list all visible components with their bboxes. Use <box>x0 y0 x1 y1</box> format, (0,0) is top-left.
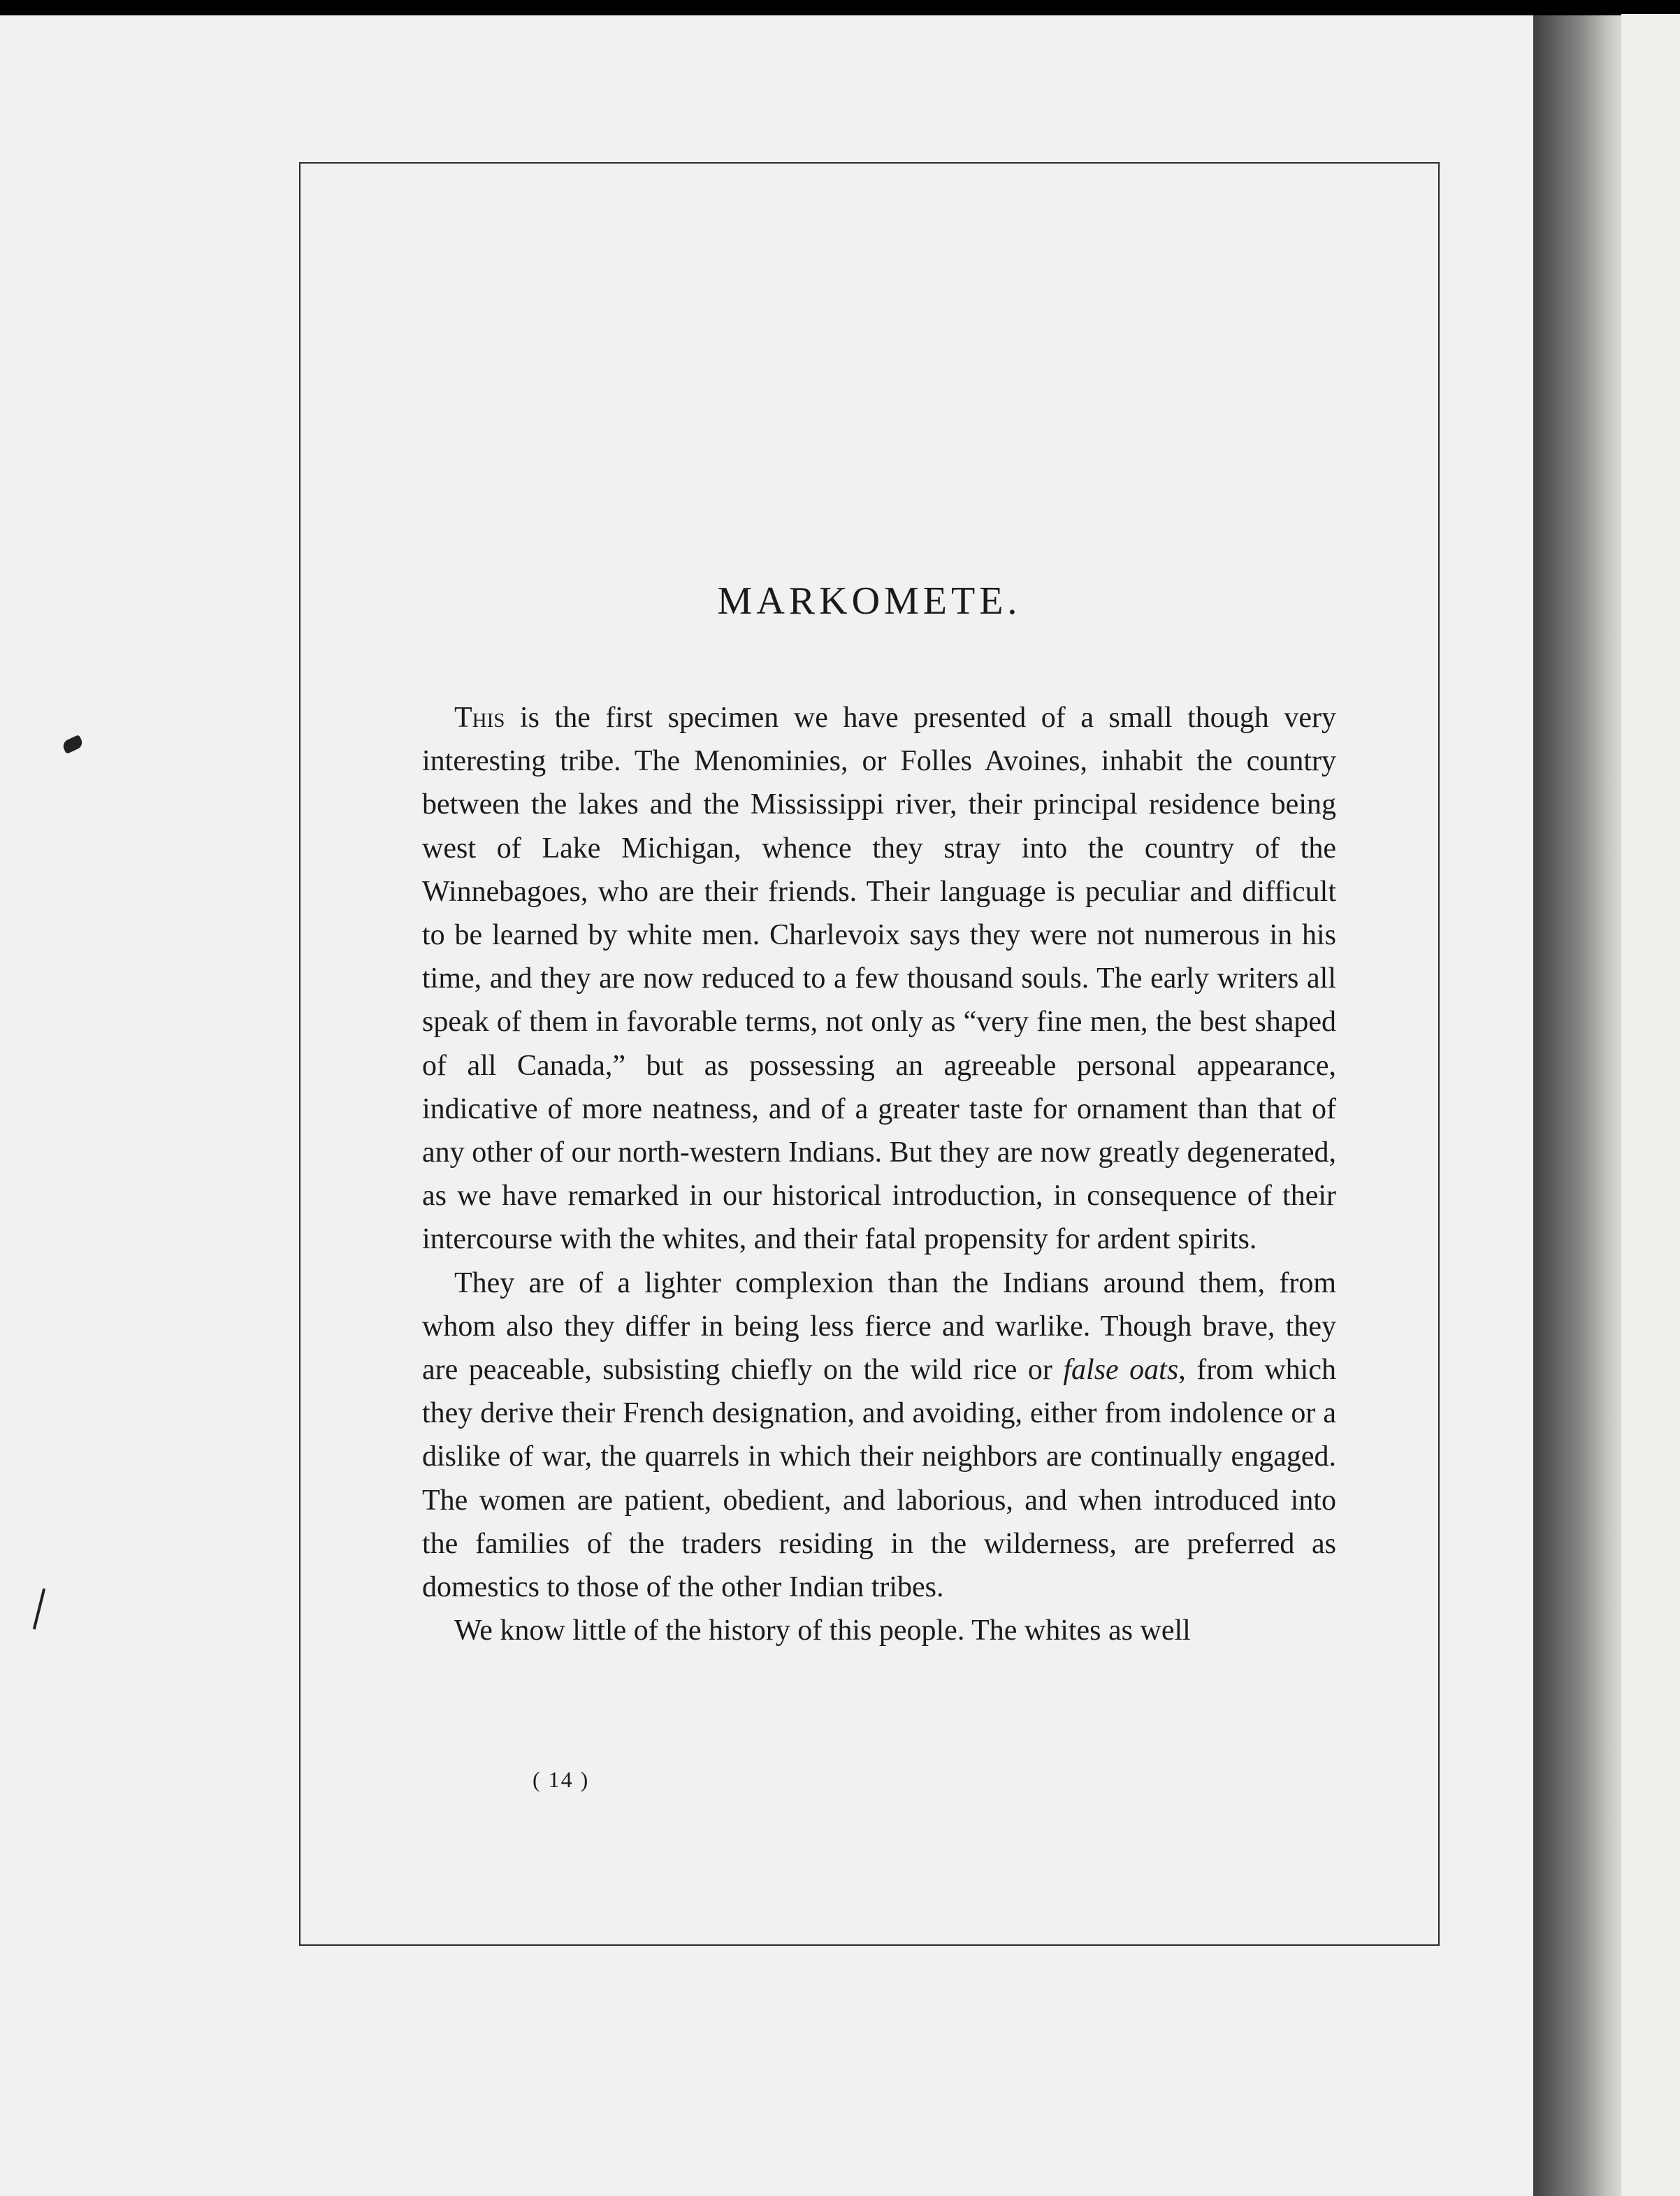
paragraph-1 <box>422 696 1336 1262</box>
paragraph-2-italic: false oats <box>1063 1354 1179 1387</box>
paragraph-1-text: is the first specimen we have presented of a small though very interesting tribe. The Menominies, or Folles Avoines, inhabit the country between the lakes and the Mississippi river, their principal residence being west of Lake Michigan, whence they stray into the country of the Winnebagoes, who are their friends. Their language is peculiar and difficult to be learned by white men. Charlevoix says they were not numerous in his time, and they are now reduced to a few thousand souls. The early writers all speak of them in favorable terms, not only as “very fine men, the best shaped of all Canada,” but as possessing an agreeable personal appearance, indicative of more neatness, and of a greater taste for ornament than that of any other of our north-western Indians. But they are now greatly degenerated, as we have remarked in our historical introduction, in consequence of their intercourse with the whites, and their fatal propensity for ardent spirits. <box>422 702 1336 1256</box>
chapter-title: MARKOMETE. <box>717 579 1022 623</box>
paragraph-3 <box>422 1609 1336 1652</box>
paragraph-2-text-before: They are of a lighter complexion than the Indians around them, from whom also they differ in being less fierce and warlike. Though brave, they are peaceable, subsisting chiefly on the wild rice or <box>422 1266 1336 1387</box>
paragraph-lead-word: This <box>454 702 505 734</box>
page-number: ( 14 ) <box>533 1767 590 1792</box>
body-text <box>422 696 1336 1652</box>
paragraph-3-text: We know little of the history of this people. The whites as well <box>454 1615 1191 1647</box>
facing-page-edge <box>1621 14 1680 2196</box>
paragraph-2-text-after: , from which they derive their French designation, and avoiding, either from indolence or a dislike of war, the quarrels in which their neighbors are continually engaged. The women are patient, obedient, and laborious, and when introduced into the families of the traders residing in the wilderness, are preferred as domestics to those of the other Indian tribes. <box>422 1354 1336 1604</box>
paragraph-2 <box>422 1262 1336 1610</box>
